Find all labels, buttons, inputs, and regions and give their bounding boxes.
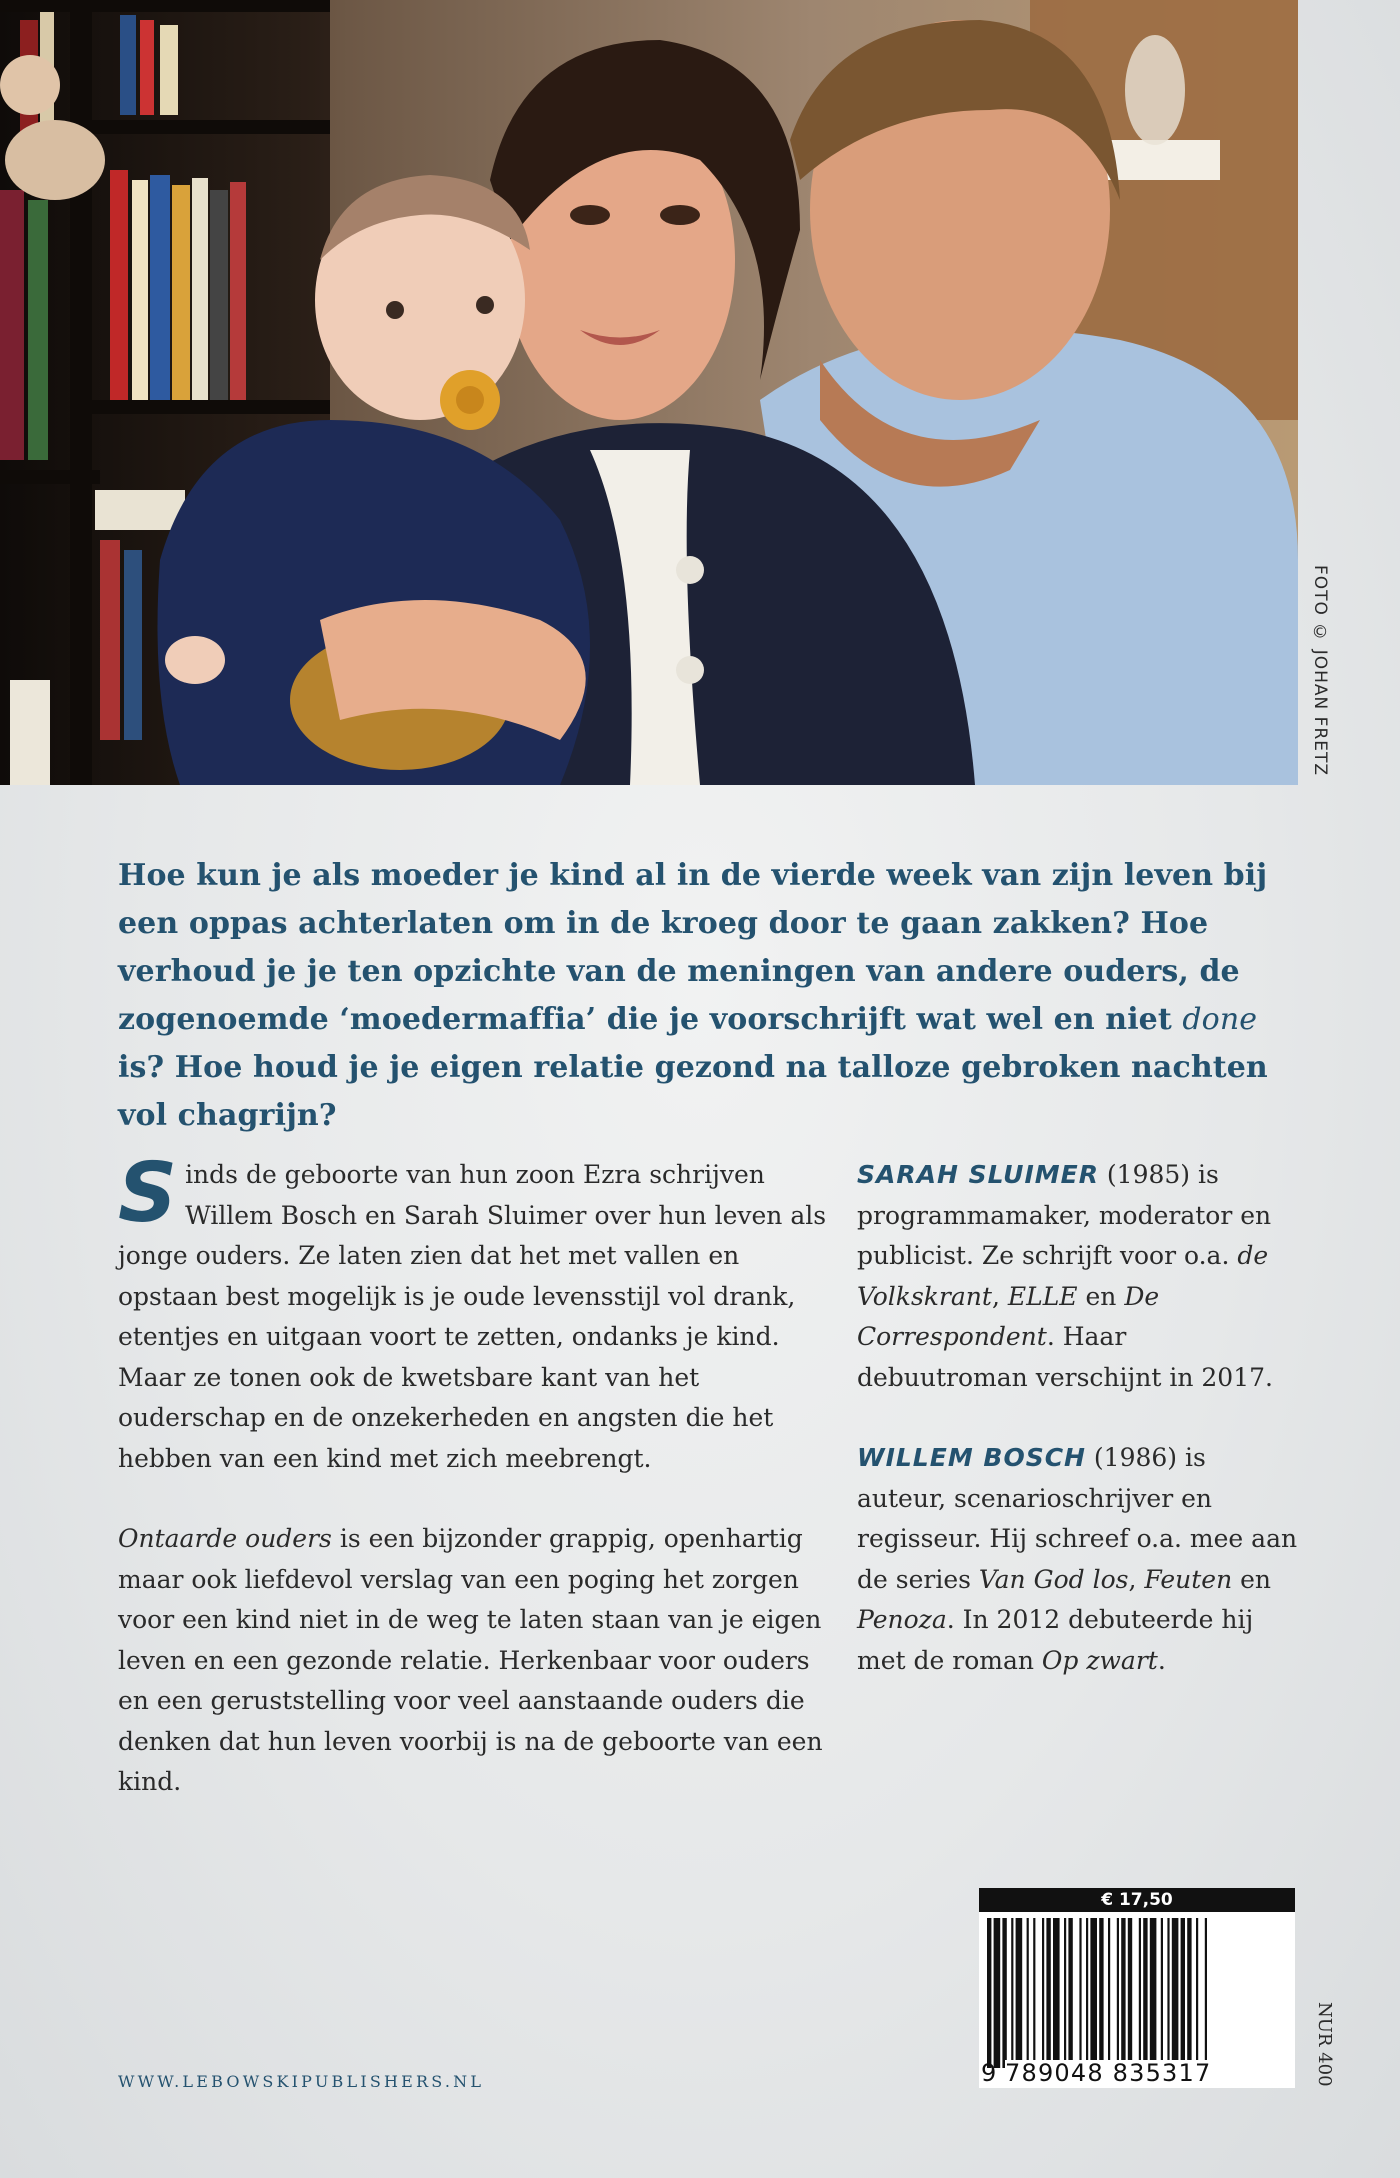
photo-credit: FOTO © JOHAN FRETZ	[1310, 565, 1330, 777]
author-name-sarah: SARAH SLUIMER	[857, 1160, 1099, 1189]
barcode-bar	[1099, 1918, 1103, 2068]
barcode-bar	[1027, 1918, 1029, 2068]
drop-cap: S	[118, 1146, 178, 1241]
barcode-bars	[987, 1918, 1287, 2068]
barcode-bar	[1016, 1918, 1023, 2068]
barcode-bar	[1068, 1918, 1072, 2068]
isbn-first-digit: 9	[981, 2059, 997, 2087]
barcode-bar	[1046, 1918, 1050, 2068]
intro-italic-done: done	[1182, 1002, 1258, 1037]
publisher-url: WWW.LEBOWSKIPUBLISHERS.NL	[118, 2072, 485, 2091]
barcode-bar	[1128, 1918, 1132, 2068]
barcode-bar	[1150, 1918, 1157, 2068]
bio-italic: Van God los	[978, 1564, 1129, 1594]
isbn-digits: 789048 835317	[1005, 2059, 1212, 2087]
barcode-bar	[1196, 1918, 1198, 2068]
barcode-bar	[1086, 1918, 1088, 2068]
author-name-willem: WILLEM BOSCH	[857, 1443, 1086, 1472]
barcode-bar	[1181, 1918, 1185, 2068]
blurb-paragraph-1-text: inds de geboorte van hun zoon Ezra schrijven Willem Bosch en Sarah Sluimer over hun leven als jonge ouders. Ze laten zien dat het met vallen en opstaan best mogelijk is je oude levensstijl vol drank, etentjes en uitgaan voort te zetten, ondanks je kind. Maar ze tonen ook de kwetsbare kant van het ouderschap en de onzekerheden en angsten die het hebben van een kind met zich meebrengt.	[118, 1160, 827, 1473]
barcode-bar	[1064, 1918, 1066, 2068]
bio-text: en	[1232, 1564, 1272, 1594]
blurb-column	[118, 1146, 830, 1843]
intro-text-2: is? Hoe houd je je eigen relatie gezond na talloze gebroken nachten vol chagrijn?	[118, 1050, 1268, 1133]
bio-italic: ELLE	[1007, 1281, 1078, 1311]
bio-italic: Feuten	[1144, 1564, 1233, 1594]
bio-italic: de Volkskrant	[857, 1241, 1269, 1311]
barcode-bar	[1205, 1918, 1207, 2068]
intro-questions	[118, 852, 1308, 1140]
bio-sarah-sluimer	[857, 1155, 1302, 1398]
barcode-bar	[1121, 1918, 1125, 2068]
barcode-bar	[1172, 1918, 1179, 2068]
bio-text: .	[1157, 1645, 1166, 1675]
barcode-bar	[1139, 1918, 1141, 2068]
isbn-barcode	[979, 1888, 1295, 2088]
bio-willem-bosch	[857, 1438, 1302, 1681]
barcode-bar	[1002, 1918, 1006, 2068]
bio-text: . In 2012 debuteerde hij met de roman	[857, 1605, 1254, 1675]
bio-text: . Haar debuutroman verschijnt in 2017.	[857, 1322, 1273, 1392]
book-title-italic: Ontaarde ouders	[118, 1524, 332, 1553]
family-photo-illustration	[0, 0, 1298, 785]
bio-italic: De Correspondent	[857, 1281, 1160, 1351]
blurb-paragraph-2	[118, 1519, 830, 1803]
bio-text: (1985) is programmamaker, moderator en publicist. Ze schrijft voor o.a.	[857, 1160, 1272, 1270]
barcode-bar	[1143, 1918, 1147, 2068]
barcode-bar	[1079, 1918, 1081, 2068]
nur-code: NUR 400	[1314, 2002, 1335, 2087]
price-label: € 17,50	[979, 1888, 1295, 1912]
bio-text: ,	[1128, 1564, 1145, 1594]
barcode-bar	[1161, 1918, 1163, 2068]
barcode-bar	[1167, 1918, 1169, 2068]
barcode-bar	[987, 1918, 991, 2068]
author-bios	[857, 1155, 1302, 1721]
barcode-bar	[1053, 1918, 1060, 2068]
barcode-bar	[1042, 1918, 1044, 2068]
bio-text: en	[1077, 1281, 1125, 1311]
doll-head	[0, 55, 60, 115]
blurb-paragraph-1	[118, 1146, 830, 1479]
bio-italic: Penoza	[857, 1605, 947, 1634]
cover-photo	[0, 0, 1298, 785]
barcode-bar	[1117, 1918, 1119, 2068]
bio-text: (1986) is auteur, scenarioschrijver en regisseur. Hij schreef o.a. mee aan de series	[857, 1443, 1298, 1594]
barcode-bar	[1108, 1918, 1110, 2068]
intro-text-1: Hoe kun je als moeder je kind al in de vierde week van zijn leven bij een oppas achterlaten om in de kroeg door te gaan zakken? Hoe verhoud je je ten opzichte van de meningen van andere ouders, de zogenoemde ‘moedermaffia’ die je voorschrijft wat wel en niet	[118, 858, 1268, 1037]
isbn-number	[979, 2060, 1295, 2086]
barcode-bar	[1187, 1918, 1191, 2068]
bio-text: ,	[991, 1281, 1008, 1311]
barcode-bar	[1033, 1918, 1035, 2068]
barcode-bar	[994, 1918, 1001, 2068]
barcode-bar	[1011, 1918, 1013, 2068]
bio-italic: Op zwart	[1041, 1645, 1158, 1675]
barcode-bar	[1090, 1918, 1097, 2068]
blurb-paragraph-2-text: is een bijzonder grappig, openhartig maar ook liefdevol verslag van een poging het zorgen voor een kind niet in de weg te laten staan van je eigen leven en een gezonde relatie. Herkenbaar voor ouders en een geruststelling voor veel aanstaande ouders die denken dat hun leven voorbij is na de geboorte van een kind.	[118, 1524, 823, 1796]
